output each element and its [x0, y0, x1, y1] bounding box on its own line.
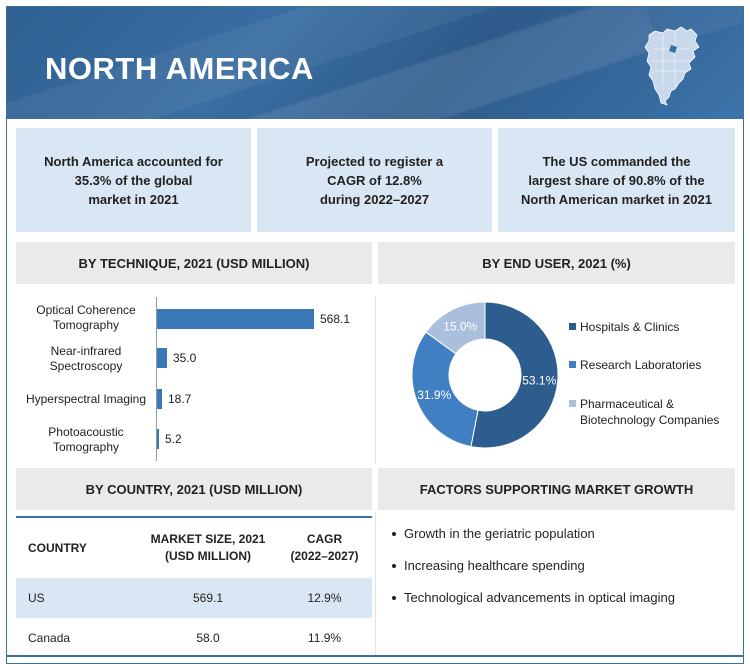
- table-cell: 12.9%: [277, 578, 372, 618]
- factor-text: Increasing healthcare spending: [404, 558, 585, 573]
- bar-near-infrared-spectroscopy: [157, 348, 167, 368]
- bar-photoacoustic-tomography: [157, 429, 159, 449]
- technique-section-title: BY TECHNIQUE, 2021 (USD MILLION): [16, 242, 372, 284]
- bullet-icon: [392, 564, 396, 568]
- page-title: NORTH AMERICA: [45, 51, 314, 86]
- bar-optical-coherence-tomography: [157, 309, 314, 329]
- table-cell: 569.1: [139, 578, 277, 618]
- country-section-title: BY COUNTRY, 2021 (USD MILLION): [16, 468, 372, 510]
- donut-slice-label: 15.0%: [443, 319, 478, 334]
- bar-category-label: Optical Coherence Tomography: [36, 303, 136, 332]
- donut-slice-label: 53.1%: [522, 373, 557, 388]
- legend-swatch: [569, 323, 576, 330]
- table-cell: Canada: [28, 631, 71, 645]
- column-header: COUNTRY: [16, 517, 139, 578]
- stat-box-us-share: [498, 128, 735, 232]
- north-america-map-icon: [641, 25, 703, 107]
- bar-category-label: Photoacoustic Tomography: [48, 425, 124, 454]
- legend-label: Research Laboratories: [580, 358, 702, 372]
- legend-label: Hospitals & Clinics: [580, 320, 680, 334]
- bar-category-label: Hyperspectral Imaging: [25, 392, 147, 406]
- table-cell: US: [16, 578, 139, 618]
- stat-text: Projected to register a CAGR of 12.8% during 2022–2027: [305, 153, 444, 207]
- factor-text: Technological advancements in optical imaging: [404, 590, 675, 605]
- stat-text: The US commanded the largest share of 90.8% of the North American market in 2021: [521, 153, 712, 207]
- stat-box-share: [16, 128, 251, 232]
- legend-swatch: [569, 400, 576, 407]
- bar-value-label: 5.2: [165, 432, 182, 446]
- table-row: [16, 578, 372, 618]
- legend-label: Pharmaceutical & Biotechnology Companies: [580, 397, 720, 427]
- factors-section-title: FACTORS SUPPORTING MARKET GROWTH: [378, 468, 735, 510]
- divider: [375, 296, 376, 464]
- bullet-icon: [392, 596, 396, 600]
- bar-value-label: 35.0: [173, 351, 197, 365]
- end-user-section-title: BY END USER, 2021 (%): [378, 242, 735, 284]
- table-row: [16, 618, 372, 658]
- stat-text: North America accounted for 35.3% of the global market in 2021: [44, 153, 223, 207]
- table-header-row: [16, 517, 372, 578]
- table-cell: 58.0: [196, 631, 220, 645]
- table-cell: 11.9%: [307, 631, 342, 645]
- bullet-icon: [392, 532, 396, 536]
- divider: [375, 512, 376, 658]
- bar-hyperspectral-imaging: [157, 389, 162, 409]
- column-header: MARKET SIZE, 2021 (USD MILLION): [139, 517, 277, 578]
- factor-text: Growth in the geriatric population: [404, 526, 595, 541]
- country-table: [16, 516, 372, 658]
- end-user-donut-chart: [410, 300, 560, 450]
- bar-value-label: 18.7: [168, 392, 192, 406]
- bar-value-label: 568.1: [320, 312, 351, 326]
- bar-category-label: Near-infrared Spectroscopy: [49, 344, 123, 373]
- column-header: CAGR (2022–2027): [277, 517, 372, 578]
- stat-box-cagr: [257, 128, 492, 232]
- legend-swatch: [569, 361, 576, 368]
- header-banner: [7, 7, 743, 119]
- donut-slice-label: 31.9%: [417, 387, 452, 402]
- bottom-rule: [7, 655, 743, 657]
